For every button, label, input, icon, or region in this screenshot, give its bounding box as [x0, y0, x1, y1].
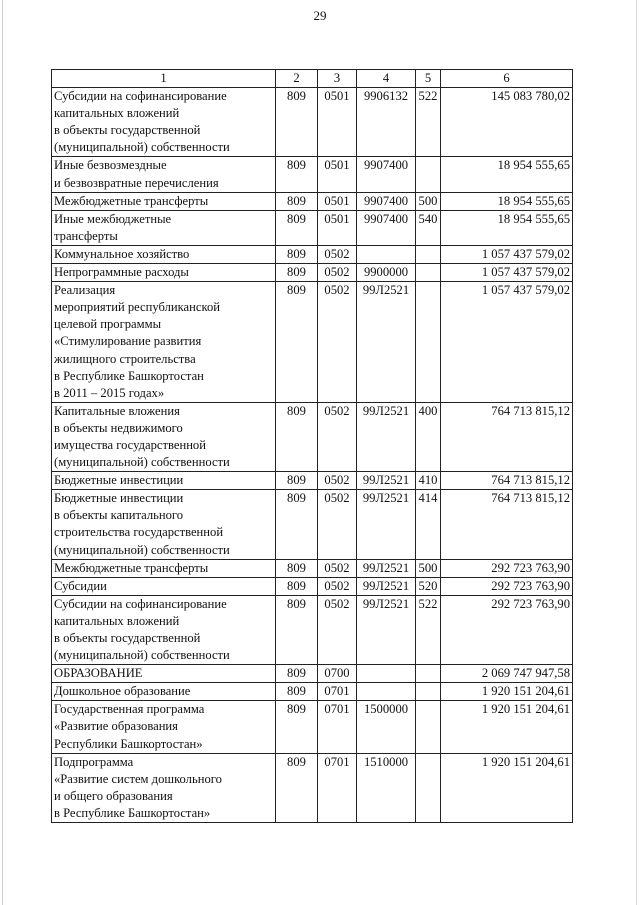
article-code [357, 245, 416, 263]
expense-type-code: 540 [416, 210, 441, 245]
amount: 1 057 437 579,02 [441, 282, 573, 403]
amount: 18 954 555,65 [441, 157, 573, 192]
item-name: Подпрограмма «Развитие систем дошкольного и общего образования в Республике Башкортостан» [52, 753, 276, 822]
item-name: Субсидии на софинансирование капитальных вложений в объекты государственной (муниципальной) собственности [52, 595, 276, 664]
expense-type-code [416, 245, 441, 263]
table-row [52, 88, 573, 157]
expense-type-code [416, 665, 441, 683]
ved-code: 809 [276, 490, 318, 559]
amount: 1 057 437 579,02 [441, 264, 573, 282]
amount: 145 083 780,02 [441, 88, 573, 157]
item-name: Капитальные вложения в объекты недвижимого имущества государственной (муниципальной) собственности [52, 402, 276, 471]
header-row [52, 70, 573, 88]
section-code: 0502 [318, 245, 357, 263]
expense-type-code [416, 683, 441, 701]
item-name: Иные безвозмездные и безвозвратные перечисления [52, 157, 276, 192]
table-row [52, 472, 573, 490]
section-code: 0701 [318, 753, 357, 822]
table-row [52, 683, 573, 701]
item-name: Коммунальное хозяйство [52, 245, 276, 263]
amount: 764 713 815,12 [441, 490, 573, 559]
section-code: 0501 [318, 157, 357, 192]
expense-type-code: 500 [416, 192, 441, 210]
amount: 18 954 555,65 [441, 192, 573, 210]
expense-type-code: 520 [416, 577, 441, 595]
amount: 18 954 555,65 [441, 210, 573, 245]
article-code: 9907400 [357, 210, 416, 245]
ved-code: 809 [276, 157, 318, 192]
table-row [52, 402, 573, 471]
item-name: Бюджетные инвестиции в объекты капитального строительства государственной (муниципальной) собственности [52, 490, 276, 559]
amount: 292 723 763,90 [441, 595, 573, 664]
ved-code: 809 [276, 282, 318, 403]
section-code: 0502 [318, 490, 357, 559]
header-cell: 4 [357, 70, 416, 88]
amount: 1 920 151 204,61 [441, 753, 573, 822]
ved-code: 809 [276, 402, 318, 471]
section-code: 0700 [318, 665, 357, 683]
section-code: 0502 [318, 472, 357, 490]
item-name: ОБРАЗОВАНИЕ [52, 665, 276, 683]
expense-type-code: 410 [416, 472, 441, 490]
amount: 1 057 437 579,02 [441, 245, 573, 263]
table-row [52, 701, 573, 753]
item-name: Государственная программа «Развитие образования Республики Башкортостан» [52, 701, 276, 753]
item-name: Бюджетные инвестиции [52, 472, 276, 490]
table-row [52, 282, 573, 403]
item-name: Субсидии [52, 577, 276, 595]
table-row [52, 192, 573, 210]
article-code: 99Л2521 [357, 472, 416, 490]
article-code: 9907400 [357, 157, 416, 192]
budget-table [51, 69, 573, 823]
article-code: 1500000 [357, 701, 416, 753]
ved-code: 809 [276, 559, 318, 577]
ved-code: 809 [276, 472, 318, 490]
article-code: 99Л2521 [357, 402, 416, 471]
amount: 2 069 747 947,58 [441, 665, 573, 683]
header-cell: 5 [416, 70, 441, 88]
article-code: 99Л2521 [357, 559, 416, 577]
article-code: 99Л2521 [357, 490, 416, 559]
article-code: 9900000 [357, 264, 416, 282]
ved-code: 809 [276, 595, 318, 664]
article-code: 9907400 [357, 192, 416, 210]
table-row [52, 264, 573, 282]
section-code: 0502 [318, 595, 357, 664]
header-cell: 1 [52, 70, 276, 88]
scan-edge-left [2, 0, 3, 905]
table-row [52, 753, 573, 822]
expense-type-code: 400 [416, 402, 441, 471]
item-name: Дошкольное образование [52, 683, 276, 701]
item-name: Субсидии на софинансирование капитальных вложений в объекты государственной (муниципальной) собственности [52, 88, 276, 157]
expense-type-code: 522 [416, 595, 441, 664]
ved-code: 809 [276, 577, 318, 595]
article-code: 99Л2521 [357, 595, 416, 664]
section-code: 0502 [318, 559, 357, 577]
amount: 292 723 763,90 [441, 577, 573, 595]
ved-code: 809 [276, 192, 318, 210]
article-code: 99Л2521 [357, 577, 416, 595]
expense-type-code: 414 [416, 490, 441, 559]
section-code: 0502 [318, 264, 357, 282]
scan-edge-right [636, 0, 637, 905]
section-code: 0501 [318, 210, 357, 245]
header-cell: 6 [441, 70, 573, 88]
item-name: Реализация мероприятий республиканской целевой программы «Стимулирование развития жилищного строительства в Республике Башкортостан в 2011 – 2015 годах» [52, 282, 276, 403]
expense-type-code [416, 753, 441, 822]
header-cell: 2 [276, 70, 318, 88]
table-row [52, 210, 573, 245]
amount: 1 920 151 204,61 [441, 683, 573, 701]
section-code: 0501 [318, 192, 357, 210]
article-code [357, 683, 416, 701]
ved-code: 809 [276, 264, 318, 282]
section-code: 0502 [318, 577, 357, 595]
article-code: 1510000 [357, 753, 416, 822]
ved-code: 809 [276, 683, 318, 701]
item-name: Иные межбюджетные трансферты [52, 210, 276, 245]
table-row [52, 157, 573, 192]
expense-type-code: 522 [416, 88, 441, 157]
expense-type-code: 500 [416, 559, 441, 577]
article-code: 99Л2521 [357, 282, 416, 403]
ved-code: 809 [276, 665, 318, 683]
table-row [52, 595, 573, 664]
section-code: 0502 [318, 282, 357, 403]
ved-code: 809 [276, 210, 318, 245]
amount: 292 723 763,90 [441, 559, 573, 577]
section-code: 0701 [318, 683, 357, 701]
amount: 764 713 815,12 [441, 472, 573, 490]
ved-code: 809 [276, 245, 318, 263]
table-row [52, 245, 573, 263]
table-row [52, 490, 573, 559]
amount: 1 920 151 204,61 [441, 701, 573, 753]
table-row [52, 665, 573, 683]
header-cell: 3 [318, 70, 357, 88]
article-code [357, 665, 416, 683]
section-code: 0501 [318, 88, 357, 157]
item-name: Межбюджетные трансферты [52, 559, 276, 577]
table-row [52, 577, 573, 595]
expense-type-code [416, 157, 441, 192]
table-row [52, 559, 573, 577]
item-name: Непрограммные расходы [52, 264, 276, 282]
article-code: 9906132 [357, 88, 416, 157]
expense-type-code [416, 701, 441, 753]
ved-code: 809 [276, 753, 318, 822]
item-name: Межбюджетные трансферты [52, 192, 276, 210]
amount: 764 713 815,12 [441, 402, 573, 471]
expense-type-code [416, 282, 441, 403]
ved-code: 809 [276, 701, 318, 753]
expense-type-code [416, 264, 441, 282]
section-code: 0502 [318, 402, 357, 471]
section-code: 0701 [318, 701, 357, 753]
page-number: 29 [313, 8, 327, 23]
ved-code: 809 [276, 88, 318, 157]
